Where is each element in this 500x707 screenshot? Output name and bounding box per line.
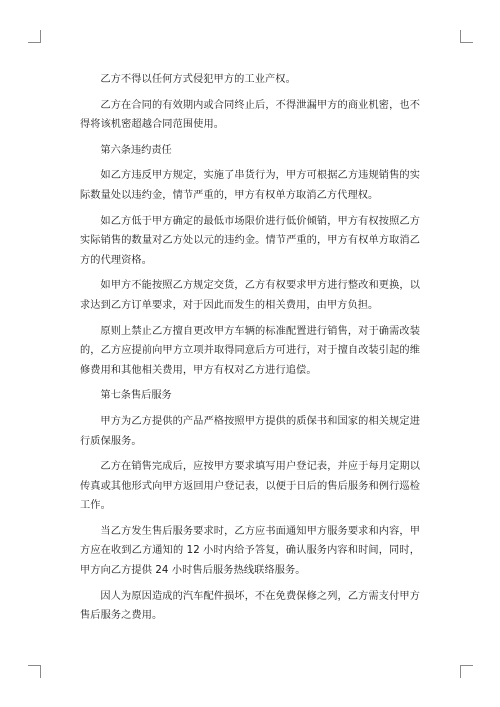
crop-mark-top-left <box>28 30 41 43</box>
crop-mark-top-right <box>460 30 473 43</box>
clause-cross-region-sales: 如乙方违反甲方规定，实施了串货行为，甲方可根据乙方违规销售的实际数量处以违约金，情节严重的，甲方有权单方取消乙方代理权。 <box>80 170 420 201</box>
clause-below-min-price: 如乙方低于甲方确定的最低市场限价进行低价倾销，甲方有权按照乙方实际销售的数量对乙方处以元的违约金。情节严重的，甲方有权单方取消乙方的代理资格。 <box>80 215 420 266</box>
clause-modification: 原则上禁止乙方擅自更改甲方车辆的标准配置进行销售，对于确需改装的，乙方应提前向甲方立项并取得同意后方可进行，对于擅自改装引起的维修费用和其他相关费用，甲方有权对乙方进行追偿。 <box>80 325 420 376</box>
clause-human-damage: 因人为原因造成的汽车配件损坏，不在免费保修之列，乙方需支付甲方售后服务之费用。 <box>80 590 420 622</box>
clause-warranty: 甲方为乙方提供的产品严格按照甲方提供的质保书和国家的相关规定进行质保服务。 <box>80 415 420 447</box>
crop-mark-bottom-left <box>28 665 41 678</box>
clause-confidentiality: 乙方在合同的有效期内或合同终止后，不得泄漏甲方的商业机密，也不得将该机密超越合同范围使用。 <box>80 99 420 131</box>
section-heading-article-7: 第七条售后服务 <box>100 390 172 402</box>
clause-service-response: 当乙方发生售后服务要求时，乙方应书面通知甲方服务要求和内容，甲方应在收到乙方通知的 12 小时内给予答复，确认服务内容和时间，同时，甲方向乙方提供 24 小时售后服务热线联络服务。 <box>80 525 420 577</box>
section-heading-article-6: 第六条违约责任 <box>100 144 172 156</box>
clause-ip-rights: 乙方不得以任何方式侵犯甲方的工业产权。 <box>100 74 296 85</box>
crop-mark-bottom-right <box>460 665 473 678</box>
document-body <box>80 70 420 632</box>
clause-user-registration: 乙方在销售完成后，应按甲方要求填写用户登记表，并应于每月定期以传真或其他形式向甲方返回用户登记表，以便于日后的售后服务和例行巡检工作。 <box>80 461 420 512</box>
clause-delivery-failure: 如甲方不能按照乙方规定交货，乙方有权要求甲方进行整改和更换，以求达到乙方订单要求，对于因此而发生的相关费用，由甲方负担。 <box>80 280 420 311</box>
